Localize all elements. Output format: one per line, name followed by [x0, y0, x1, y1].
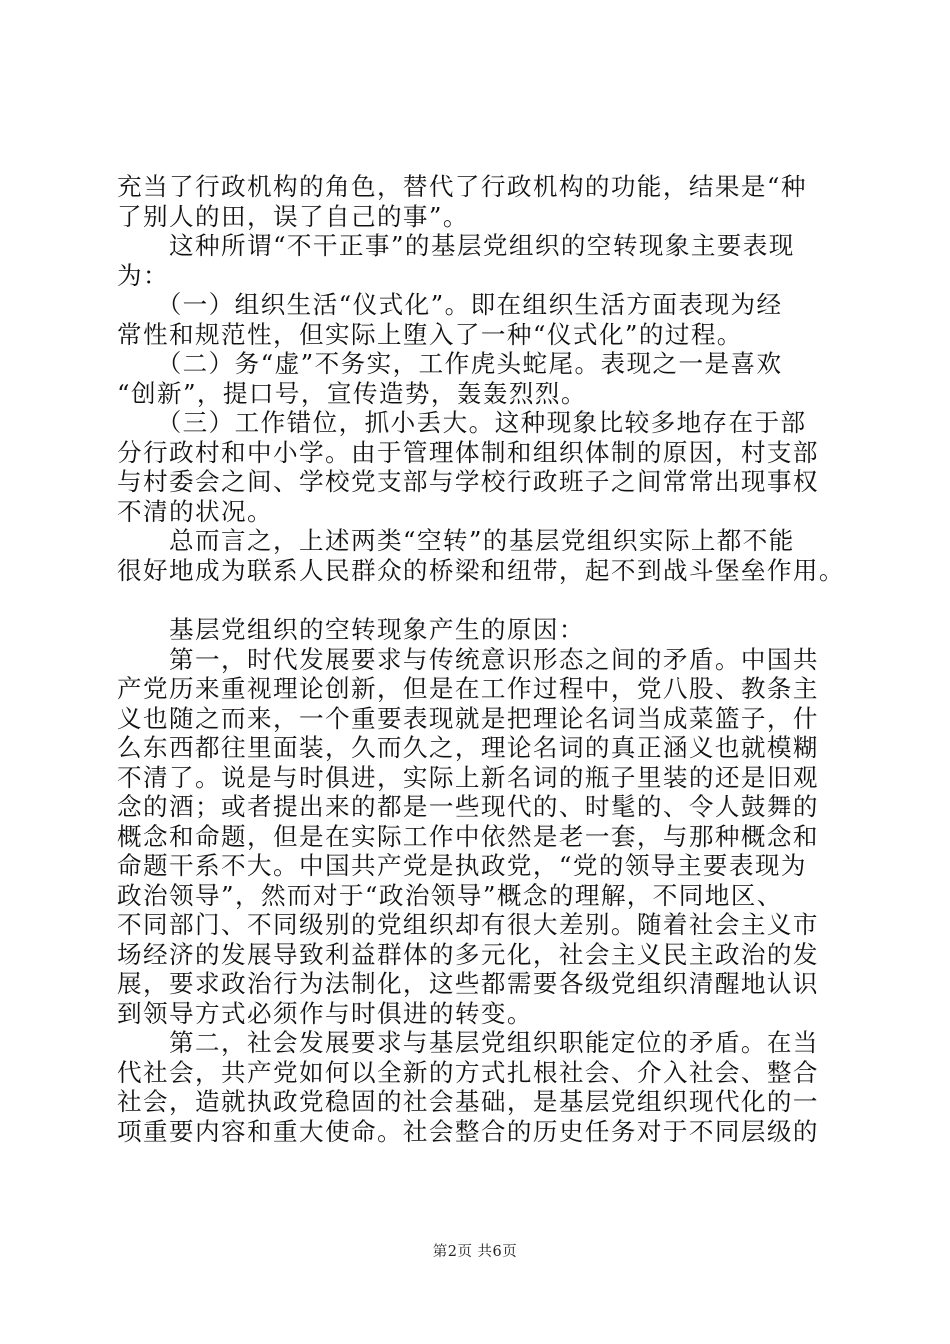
paragraph-gap: [117, 585, 847, 615]
document-body: [117, 172, 847, 1146]
section-heading: 基层党组织的空转现象产生的原因：: [117, 615, 585, 644]
text-line: 充当了行政机构的角色，替代了行政机构的功能，结果是“种: [117, 172, 807, 201]
text-line: 总而言之，上述两类“空转”的基层党组织实际上都不能: [117, 526, 795, 555]
text-line: 与村委会之间、学校党支部与学校行政班子之间常常出现事权: [117, 467, 819, 496]
text-line: 社会，造就执政党稳固的社会基础，是基层党组织现代化的一: [117, 1087, 819, 1116]
text-line: 到领导方式必须作与时俱进的转变。: [117, 998, 533, 1028]
text-line: 很好地成为联系人民群众的桥梁和纽带，起不到战斗堡垒作用。: [117, 555, 845, 585]
text-line: （二）务“虚”不务实，工作虎头蛇尾。表现之一是喜欢: [117, 349, 783, 378]
text-line: 不清的状况。: [117, 496, 273, 526]
text-line: 不同部门、不同级别的党组织却有很大差别。随着社会主义市: [117, 910, 819, 939]
text-line: （三）工作错位，抓小丢大。这种现象比较多地存在于部: [117, 408, 807, 437]
text-line: 政治领导”，然而对于“政治领导”概念的理解，不同地区、: [117, 880, 783, 910]
text-line: 命题干系不大。中国共产党是执政党，“党的领导主要表现为: [117, 851, 807, 880]
text-line: 产党历来重视理论创新，但是在工作过程中，党八股、教条主: [117, 674, 819, 703]
text-line: 第一，时代发展要求与传统意识形态之间的矛盾。中国共: [117, 644, 819, 674]
text-line: 场经济的发展导致利益群体的多元化，社会主义民主政治的发: [117, 939, 819, 969]
text-line: （一）组织生活“仪式化”。即在组织生活方面表现为经: [117, 290, 783, 319]
page-footer: [0, 1243, 950, 1261]
text-line: 分行政村和中小学。由于管理体制和组织体制的原因，村支部: [117, 437, 819, 467]
text-line: 义也随之而来，一个重要表现就是把理论名词当成菜篮子，什: [117, 703, 819, 733]
text-line: 念的酒；或者提出来的都是一些现代的、时髦的、令人鼓舞的: [117, 792, 819, 821]
text-line: 么东西都往里面装，久而久之，理论名词的真正涵义也就模糊: [117, 733, 819, 762]
text-line: 了别人的田，误了自己的事”。: [117, 201, 469, 231]
text-line: 不清了。说是与时俱进，实际上新名词的瓶子里装的还是旧观: [117, 762, 819, 792]
text-line: 代社会，共产党如何以全新的方式扎根社会、介入社会、整合: [117, 1057, 819, 1087]
text-line: 常性和规范性，但实际上堕入了一种“仪式化”的过程。: [117, 319, 743, 349]
page-indicator: 第2页 共6页: [432, 1244, 518, 1260]
text-line: 第二，社会发展要求与基层党组织职能定位的矛盾。在当: [117, 1028, 819, 1057]
text-line: 概念和命题，但是在实际工作中依然是老一套，与那种概念和: [117, 821, 819, 851]
text-line: 展，要求政治行为法制化，这些都需要各级党组织清醒地认识: [117, 969, 819, 998]
text-line: 项重要内容和重大使命。社会整合的历史任务对于不同层级的: [117, 1116, 819, 1146]
text-line: “创新”，提口号，宣传造势，轰轰烈烈。: [117, 378, 587, 408]
text-line: 这种所谓“不干正事”的基层党组织的空转现象主要表现: [117, 231, 795, 260]
text-line: 为：: [117, 260, 169, 290]
